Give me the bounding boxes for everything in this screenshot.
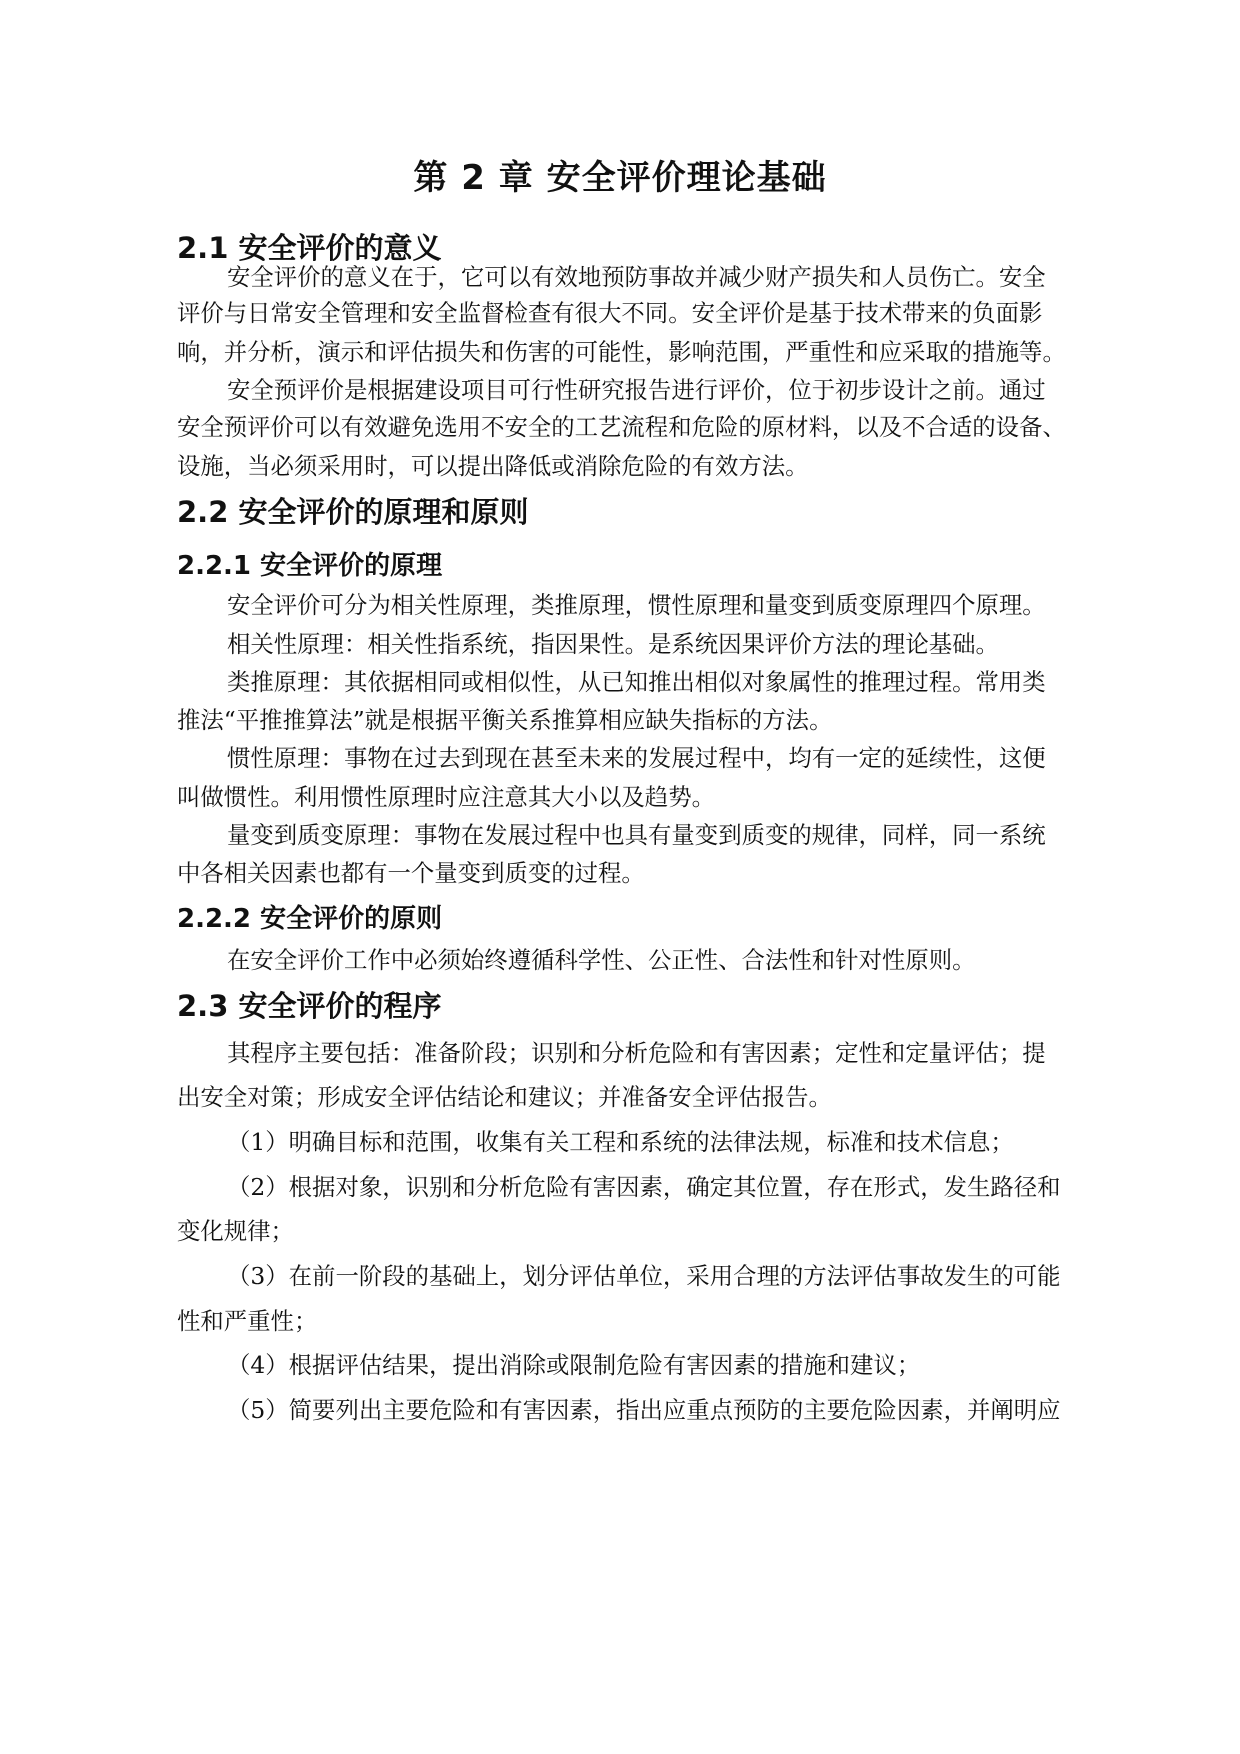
paragraph-line: 变化规律； bbox=[177, 1217, 294, 1245]
paragraph-line: 响，并分析，演示和评估损失和伤害的可能性，影响范围，严重性和应采取的措施等。 bbox=[177, 338, 1066, 366]
paragraph-line: 在安全评价工作中必须始终遵循科学性、公正性、合法性和针对性原则。 bbox=[227, 946, 976, 974]
paragraph-line: （5）简要列出主要危险和有害因素，指出应重点预防的主要危险因素，并阐明应 bbox=[227, 1396, 1061, 1424]
paragraph-line: （4）根据评估结果，提出消除或限制危险有害因素的措施和建议； bbox=[227, 1351, 921, 1379]
paragraph-line: 安全评价的意义在于，它可以有效地预防事故并减少财产损失和人员伤亡。安全 bbox=[227, 263, 1046, 291]
paragraph-line: 评价与日常安全管理和安全监督检查有很大不同。安全评价是基于技术带来的负面影 bbox=[177, 299, 1043, 327]
paragraph-line: 设施，当必须采用时，可以提出降低或消除危险的有效方法。 bbox=[177, 452, 809, 480]
paragraph-line: （1）明确目标和范围，收集有关工程和系统的法律法规，标准和技术信息； bbox=[227, 1128, 1014, 1156]
section-heading-2-2: 2.2 安全评价的原理和原则 bbox=[177, 495, 529, 529]
paragraph-line: 推法“平推推算法”就是根据平衡关系推算相应缺失指标的方法。 bbox=[177, 706, 833, 734]
paragraph-line: 出安全对策；形成安全评估结论和建议；并准备安全评估报告。 bbox=[177, 1083, 832, 1111]
paragraph-line: （3）在前一阶段的基础上，划分评估单位，采用合理的方法评估事故发生的可能 bbox=[227, 1262, 1061, 1290]
section-heading-2-2-1: 2.2.1 安全评价的原理 bbox=[177, 551, 443, 581]
section-heading-2-3: 2.3 安全评价的程序 bbox=[177, 989, 442, 1023]
section-heading-2-1: 2.1 安全评价的意义 bbox=[177, 231, 442, 265]
paragraph-line: （2）根据对象，识别和分析危险有害因素，确定其位置，存在形式，发生路径和 bbox=[227, 1173, 1061, 1201]
paragraph-line: 惯性原理：事物在过去到现在甚至未来的发展过程中，均有一定的延续性，这便 bbox=[227, 744, 1046, 772]
paragraph-line: 中各相关因素也都有一个量变到质变的过程。 bbox=[177, 859, 645, 887]
paragraph-line: 量变到质变原理：事物在发展过程中也具有量变到质变的规律，同样，同一系统 bbox=[227, 821, 1046, 849]
paragraph-line: 安全预评价是根据建设项目可行性研究报告进行评价，位于初步设计之前。通过 bbox=[227, 376, 1046, 404]
paragraph-line: 类推原理：其依据相同或相似性，从已知推出相似对象属性的推理过程。常用类 bbox=[227, 668, 1046, 696]
section-heading-2-2-2: 2.2.2 安全评价的原则 bbox=[177, 904, 443, 934]
chapter-title: 第 2 章 安全评价理论基础 bbox=[413, 158, 827, 198]
paragraph-line: 叫做惯性。利用惯性原理时应注意其大小以及趋势。 bbox=[177, 783, 715, 811]
paragraph-line: 安全预评价可以有效避免选用不安全的工艺流程和危险的原材料，以及不合适的设备、 bbox=[177, 413, 1066, 441]
paragraph-line: 相关性原理：相关性指系统，指因果性。是系统因果评价方法的理论基础。 bbox=[227, 630, 999, 658]
paragraph-line: 性和严重性； bbox=[177, 1307, 318, 1335]
paragraph-line: 其程序主要包括：准备阶段；识别和分析危险和有害因素；定性和定量评估；提 bbox=[227, 1039, 1046, 1067]
paragraph-line: 安全评价可分为相关性原理，类推原理，惯性原理和量变到质变原理四个原理。 bbox=[227, 591, 1046, 619]
